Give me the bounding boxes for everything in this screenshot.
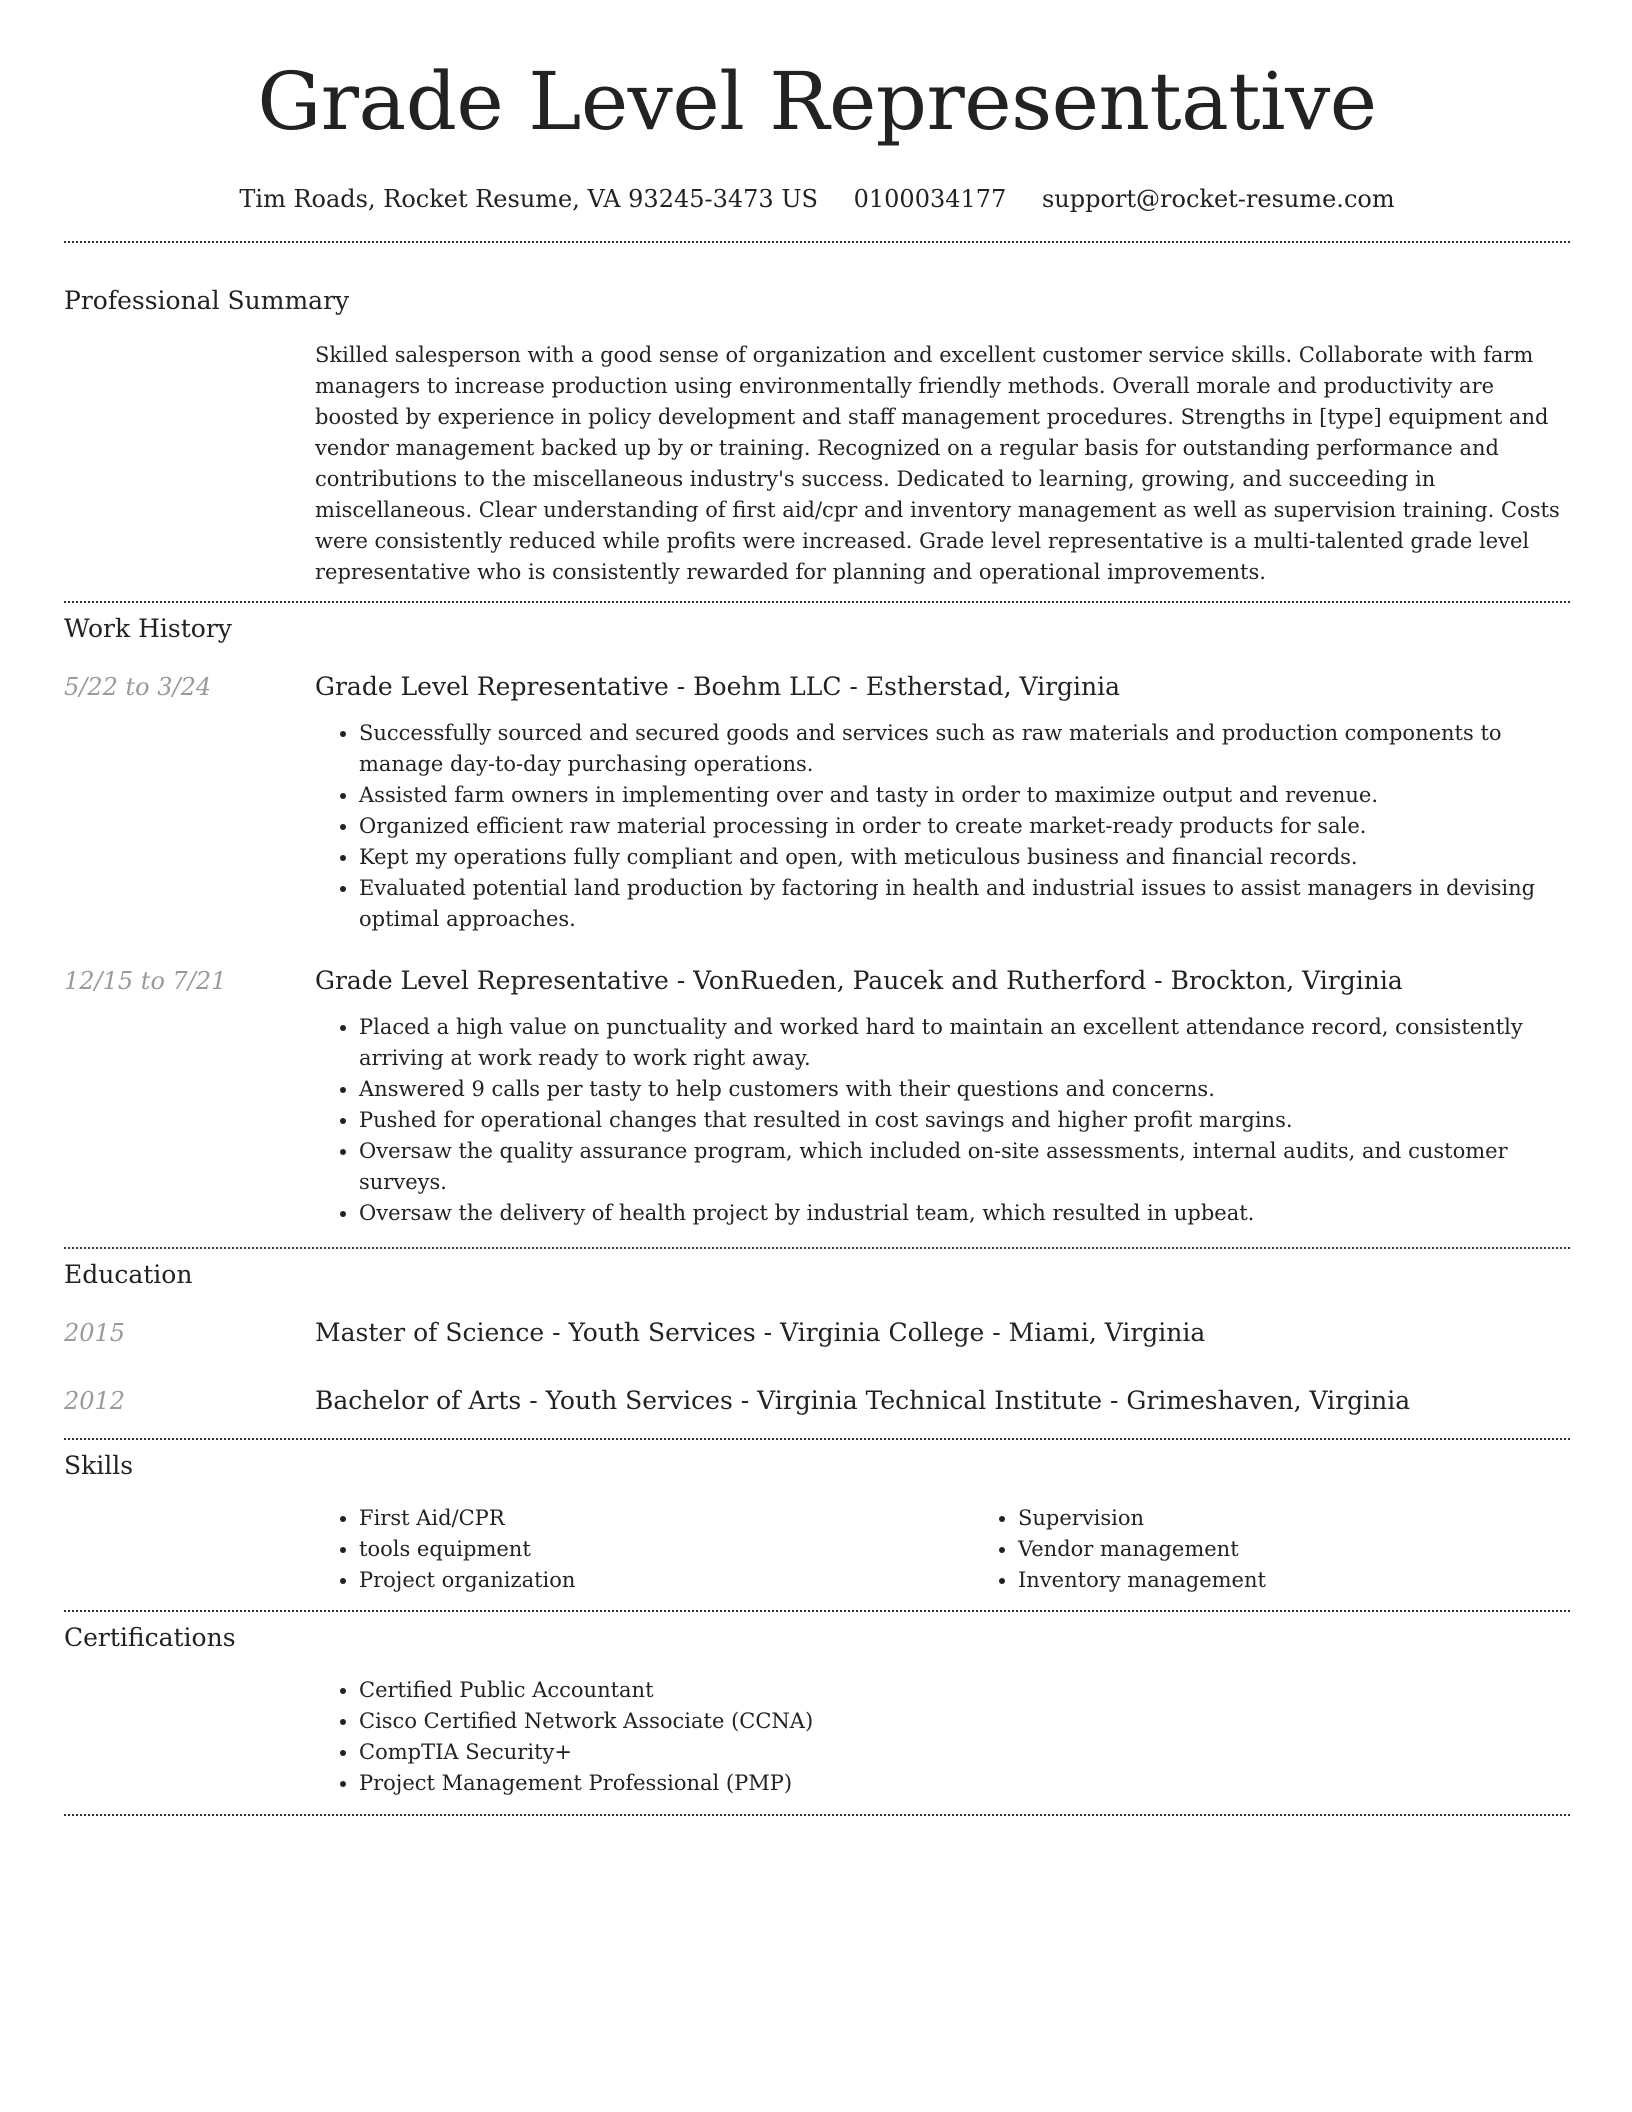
contact-email: support@rocket-resume.com (1041, 185, 1395, 213)
contact-phone: 0100034177 (853, 185, 1007, 213)
job-bullet: • Assisted farm owners in implementing over and tasty in order to maximize output and revenue. (359, 780, 1570, 811)
job-bullet: • Pushed for operational changes that resulted in cost savings and higher profit margins. (359, 1105, 1570, 1136)
education-section (64, 1249, 1570, 1417)
job-bullet: • Oversaw the delivery of health project by industrial team, which resulted in upbeat. (359, 1198, 1570, 1229)
job-bullets (315, 1012, 1570, 1229)
job-dates: 5/22 to 3/24 (64, 673, 212, 701)
job-bullet: • Organized efficient raw material processing in order to create market-ready products for sale. (359, 811, 1570, 842)
section-heading-certifications: Certifications (64, 1623, 236, 1652)
skills-list-right (974, 1503, 1632, 1596)
skills-list-left (315, 1503, 974, 1596)
resume-title: Grade Level Representative (257, 55, 1377, 148)
skill-item: • Project organization (359, 1565, 974, 1596)
job-bullet: • Answered 9 calls per tasty to help customers with their questions and concerns. (359, 1074, 1570, 1105)
skill-item: • Supervision (1018, 1503, 1632, 1534)
education-entry (64, 1385, 1570, 1417)
job-bullet: • Placed a high value on punctuality and worked hard to maintain an excellent attendance record, consistently arriving at work ready to work right away. (359, 1012, 1570, 1074)
resume-page (64, 0, 1570, 1816)
section-heading-education: Education (64, 1260, 193, 1289)
certifications-list (315, 1675, 1570, 1799)
contact-address: Tim Roads, Rocket Resume, VA 93245-3473 US (239, 185, 818, 213)
education-year: 2012 (64, 1387, 126, 1415)
education-degree: Master of Science - Youth Services - Virginia College - Miami, Virginia (315, 1318, 1206, 1347)
job-bullets (315, 718, 1570, 935)
education-degree: Bachelor of Arts - Youth Services - Virginia Technical Institute - Grimeshaven, Virginia (315, 1386, 1411, 1415)
skill-item: • Vendor management (1018, 1534, 1632, 1565)
skill-item: • First Aid/CPR (359, 1503, 974, 1534)
certification-item: • CompTIA Security+ (359, 1737, 1570, 1768)
section-heading-skills: Skills (64, 1451, 134, 1480)
job-bullet: • Successfully sourced and secured goods and services such as raw materials and production components to manage day-to-day purchasing operations. (359, 718, 1570, 780)
job-bullet: • Kept my operations fully compliant and open, with meticulous business and financial records. (359, 842, 1570, 873)
job-bullet: • Oversaw the quality assurance program, which included on-site assessments, internal audits, and customer surveys. (359, 1136, 1570, 1198)
skill-item: • Inventory management (1018, 1565, 1632, 1596)
summary-section (64, 243, 1570, 588)
certification-item: • Certified Public Accountant (359, 1675, 1570, 1706)
job-title: Grade Level Representative - VonRueden, Paucek and Rutherford - Brockton, Virginia (315, 966, 1403, 995)
skills-section (64, 1440, 1570, 1596)
summary-text: Skilled salesperson with a good sense of organization and excellent customer service skills. Collaborate with farm managers to increase production using environmentally friendly methods. Overall morale and productivity are boosted by experience in policy development and staff management procedures. Strengths in [type] equipment and vendor management backed up by or training. Recognized on a regular basis for outstanding performance and contributions to the miscellaneous industry's success. Dedicated to learning, growing, and succeeding in miscellaneous. Clear understanding of first aid/cpr and inventory management as well as supervision training. Costs were consistently reduced while profits were increased. Grade level representative is a multi-talented grade level representative who is consistently rewarded for planning and operational improvements. (315, 343, 1560, 584)
education-year: 2015 (64, 1319, 126, 1347)
certifications-section (64, 1612, 1570, 1799)
divider (64, 1814, 1570, 1816)
certification-item: • Project Management Professional (PMP) (359, 1768, 1570, 1799)
job-entry (64, 965, 1570, 1229)
certification-item: • Cisco Certified Network Associate (CCNA) (359, 1706, 1570, 1737)
education-entry (64, 1317, 1570, 1349)
section-heading-work-history: Work History (64, 614, 232, 643)
job-bullet: • Evaluated potential land production by factoring in health and industrial issues to assist managers in devising optimal approaches. (359, 873, 1570, 935)
job-dates: 12/15 to 7/21 (64, 967, 227, 995)
job-entry (64, 671, 1570, 935)
contact-info (64, 184, 1570, 214)
skill-item: • tools equipment (359, 1534, 974, 1565)
section-heading-summary: Professional Summary (64, 286, 350, 315)
job-title: Grade Level Representative - Boehm LLC - Estherstad, Virginia (315, 672, 1121, 701)
work-history-section (64, 603, 1570, 1229)
